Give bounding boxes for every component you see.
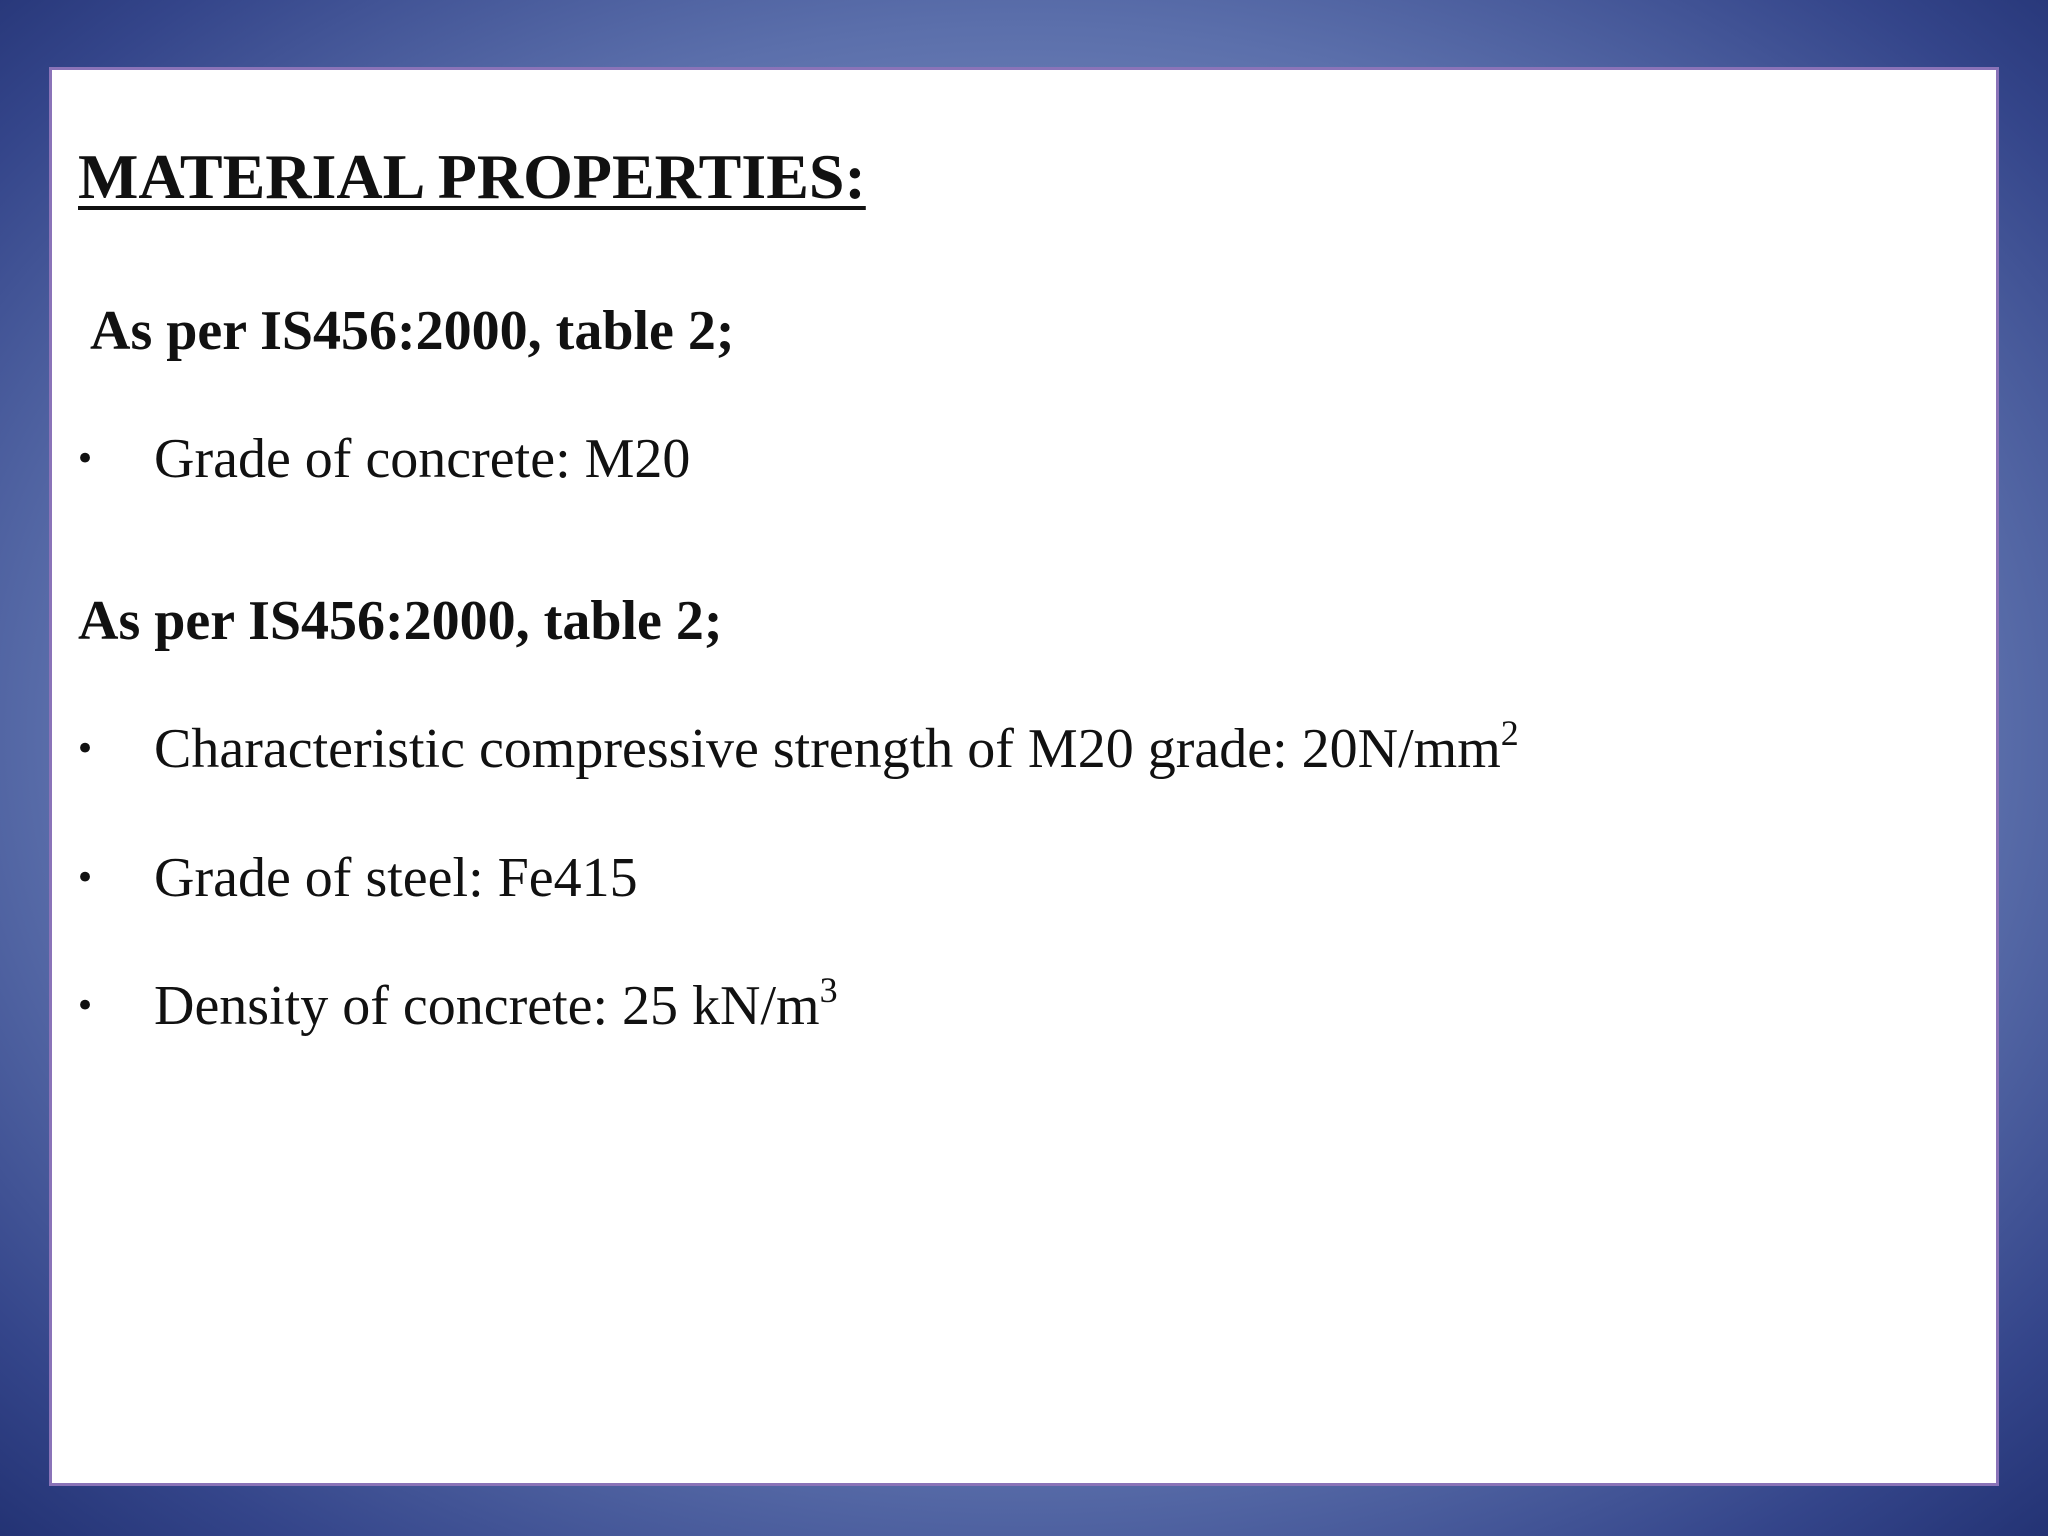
unit-exponent: 2: [1500, 713, 1519, 753]
compressive-strength-text: Characteristic compressive strength of M20 grade: 20N/mm: [154, 718, 1501, 780]
bullet-glyph: •: [75, 729, 96, 769]
section-heading-concrete-grade: As per IS456:2000, table 2;: [90, 300, 735, 362]
section-heading-strength: As per IS456:2000, table 2;: [78, 590, 723, 652]
concrete-density-text: Density of concrete: 25 kN/m: [154, 975, 820, 1037]
bullet-text-concrete-grade: Grade of concrete: M20: [154, 428, 691, 490]
bullet-text-steel-grade: Grade of steel: Fe415: [154, 847, 638, 909]
unit-exponent: 3: [819, 970, 838, 1010]
bullet-glyph: •: [75, 986, 96, 1026]
bullet-text-concrete-density: [154, 970, 838, 1037]
bullet-glyph: •: [75, 858, 96, 898]
bullet-glyph: •: [75, 439, 96, 479]
bullet-text-compressive-strength: [154, 713, 1519, 780]
slide-title: MATERIAL PROPERTIES:: [78, 141, 866, 212]
